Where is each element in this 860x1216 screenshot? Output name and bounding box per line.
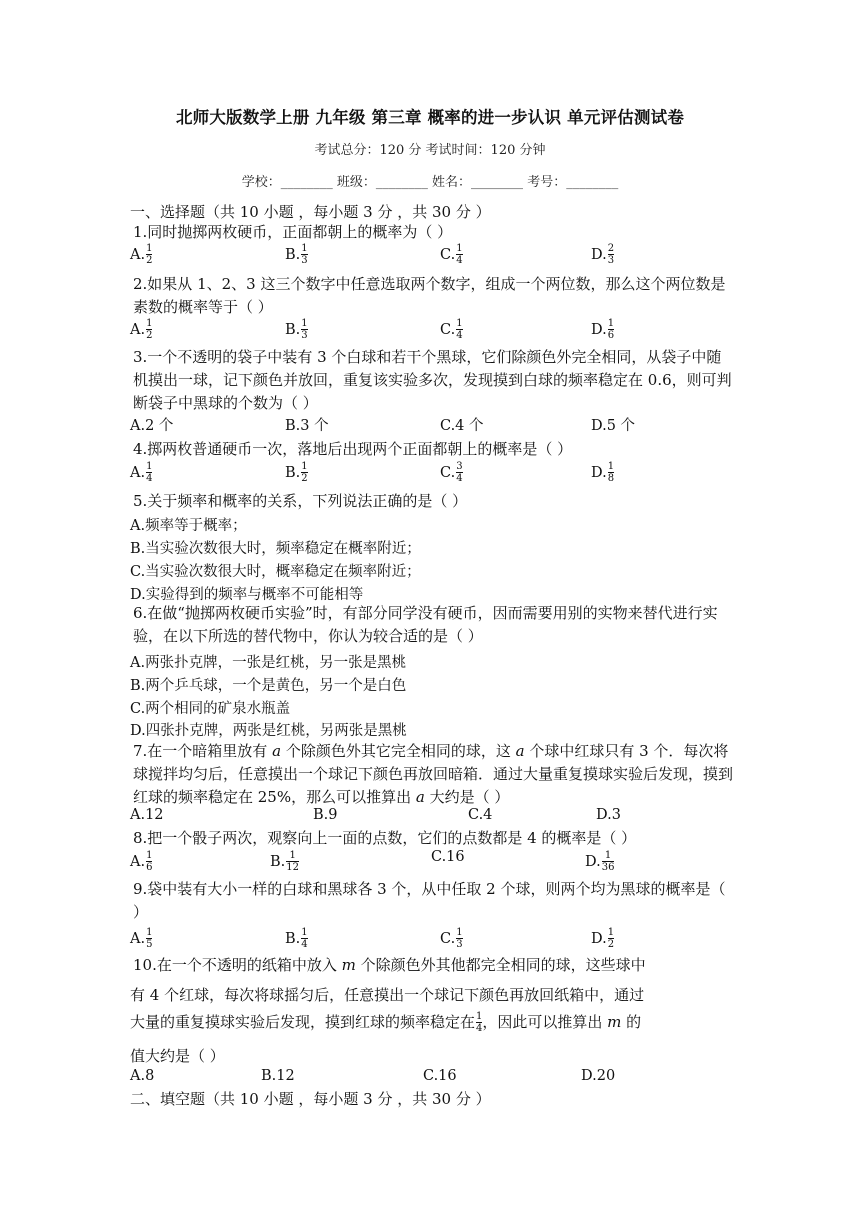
student-fields: 学校：________ 班级：________ 姓名：________ 考号：________	[241, 175, 619, 190]
option-b: B.9	[313, 807, 338, 823]
option-d: D. $\frac{1}{2}$	[591, 927, 615, 950]
option-c: C.4	[468, 807, 493, 823]
question-4-options	[130, 462, 750, 486]
exam-title: 北师大版数学上册 九年级 第三章 概率的进一步认识 单元评估测试卷	[175, 108, 685, 127]
question-10-line-3: 大量的重复摸球实验后发现，摸到红球的频率稳定在 $\frac{1}{4}$ ，因此可以推算出 m 的	[130, 1011, 642, 1034]
option-c: C.16	[431, 849, 465, 865]
question-6-option-a: A.两张扑克牌，一张是红桃，另一张是黑桃	[130, 655, 407, 671]
question-10-line-1: 10.在一个不透明的纸箱中放入 m 个除颜色外其他都完全相同的球，这些球中	[133, 956, 646, 974]
option-d: D. $\frac{1}{36}$	[585, 850, 615, 873]
question-2-stem: 2.如果从 1、2、3 这三个数字中任意选取两个数字，组成一个两位数，那么这个两位数是素数的概率等于（ ）	[133, 275, 726, 316]
option-a: A. $\frac{1}{2}$	[130, 318, 153, 341]
option-b: B. $\frac{1}{12}$	[270, 850, 299, 873]
option-b: B. $\frac{1}{2}$	[285, 461, 308, 484]
option-a: A.8	[130, 1068, 155, 1084]
option-c: C. $\frac{3}{4}$	[440, 461, 463, 484]
option-c: C. $\frac{1}{3}$	[440, 927, 463, 950]
option-b: B. $\frac{1}{3}$	[285, 243, 308, 266]
option-c: C. $\frac{1}{4}$	[440, 318, 463, 341]
option-c: C.4 个	[440, 418, 484, 434]
option-a: A. $\frac{1}{6}$	[130, 850, 153, 873]
option-a: A. $\frac{1}{2}$	[130, 243, 153, 266]
option-d: D. $\frac{1}{6}$	[591, 318, 615, 341]
question-6-option-d: D.四张扑克牌，两张是红桃，另两张是黑桃	[130, 723, 407, 739]
option-c: C.16	[423, 1068, 457, 1084]
question-5-option-a: A.频率等于概率；	[130, 518, 247, 534]
option-b: B.3 个	[285, 418, 329, 434]
option-b: B.12	[261, 1068, 295, 1084]
question-1-options	[130, 244, 750, 268]
question-6-stem: 6.在做“抛掷两枚硬币实验”时，有部分同学没有硬币，因而需要用别的实物来替代进行实验，在以下所选的替代物中，你认为较合适的是（ ）	[133, 604, 718, 645]
question-10-line-4: 值大约是（ ）	[130, 1047, 225, 1065]
question-2-options	[130, 319, 750, 343]
question-4-stem: 4.掷两枚普通硬币一次，落地后出现两个正面都朝上的概率是（ ）	[133, 440, 573, 458]
question-9-options	[130, 928, 750, 952]
question-7-stem: 7.在一个暗箱里放有 a 个除颜色外其它完全相同的球，这 a 个球中红球只有 3 个．每次将球搅拌均匀后，任意摸出一个球记下颜色再放回暗箱．通过大量重复摸球实验后发现，摸到红球的频率稳定在 25%，那么可以推算出 a 大约是（ ）	[133, 742, 734, 806]
question-3-options	[130, 414, 750, 438]
section-heading-fill-blank: 二、填空题（共 10 小题 ，每小题 3 分 ，共 30 分 ）	[130, 1090, 491, 1108]
question-3-stem: 3.一个不透明的袋子中装有 3 个白球和若干个黑球，它们除颜色外完全相同，从袋子中随机摸出一球，记下颜色并放回，重复该实验多次，发现摸到白球的频率稳定在 0.6，则可判断袋子中黑球的个数为（ ）	[133, 348, 732, 412]
option-d: D.3	[596, 807, 621, 823]
option-b: B. $\frac{1}{3}$	[285, 318, 308, 341]
question-5-option-b: B.当实验次数很大时，频率稳定在概率附近；	[130, 541, 421, 557]
question-6-option-c: C.两个相同的矿泉水瓶盖	[130, 701, 291, 717]
option-d: D.5 个	[591, 418, 636, 434]
option-d: D. $\frac{1}{8}$	[591, 461, 615, 484]
question-1-stem: 1.同时抛掷两枚硬币，正面都朝上的概率为（ ）	[133, 223, 453, 241]
option-a: A. $\frac{1}{5}$	[130, 927, 153, 950]
option-d: D.20	[581, 1068, 616, 1084]
option-d: D. $\frac{2}{3}$	[591, 243, 615, 266]
exam-info: 考试总分：120 分 考试时间：120 分钟	[314, 143, 546, 158]
option-c: C. $\frac{1}{4}$	[440, 243, 463, 266]
question-5-stem: 5.关于频率和概率的关系，下列说法正确的是（ ）	[133, 492, 468, 510]
question-9-stem: 9.袋中装有大小一样的白球和黑球各 3 个，从中任取 2 个球，则两个均为黑球的概率是（ ）	[133, 880, 726, 921]
option-b: B. $\frac{1}{4}$	[285, 927, 308, 950]
option-a: A.2 个	[130, 418, 174, 434]
section-heading-choice: 一、选择题（共 10 小题 ，每小题 3 分 ，共 30 分 ）	[130, 203, 491, 221]
question-8-options	[130, 851, 750, 875]
option-a: A. $\frac{1}{4}$	[130, 461, 153, 484]
option-a: A.12	[130, 807, 164, 823]
question-10-line-2: 有 4 个红球，每次将球摇匀后，任意摸出一个球记下颜色再放回纸箱中，通过	[130, 986, 645, 1004]
question-5-option-d: D.实验得到的频率与概率不可能相等	[130, 587, 364, 603]
question-5-option-c: C.当实验次数很大时，概率稳定在频率附近；	[130, 564, 421, 580]
question-8-stem: 8.把一个骰子两次，观察向上一面的点数，它们的点数都是 4 的概率是（ ）	[133, 829, 637, 847]
question-6-option-b: B.两个乒乓球，一个是黄色，另一个是白色	[130, 678, 407, 694]
